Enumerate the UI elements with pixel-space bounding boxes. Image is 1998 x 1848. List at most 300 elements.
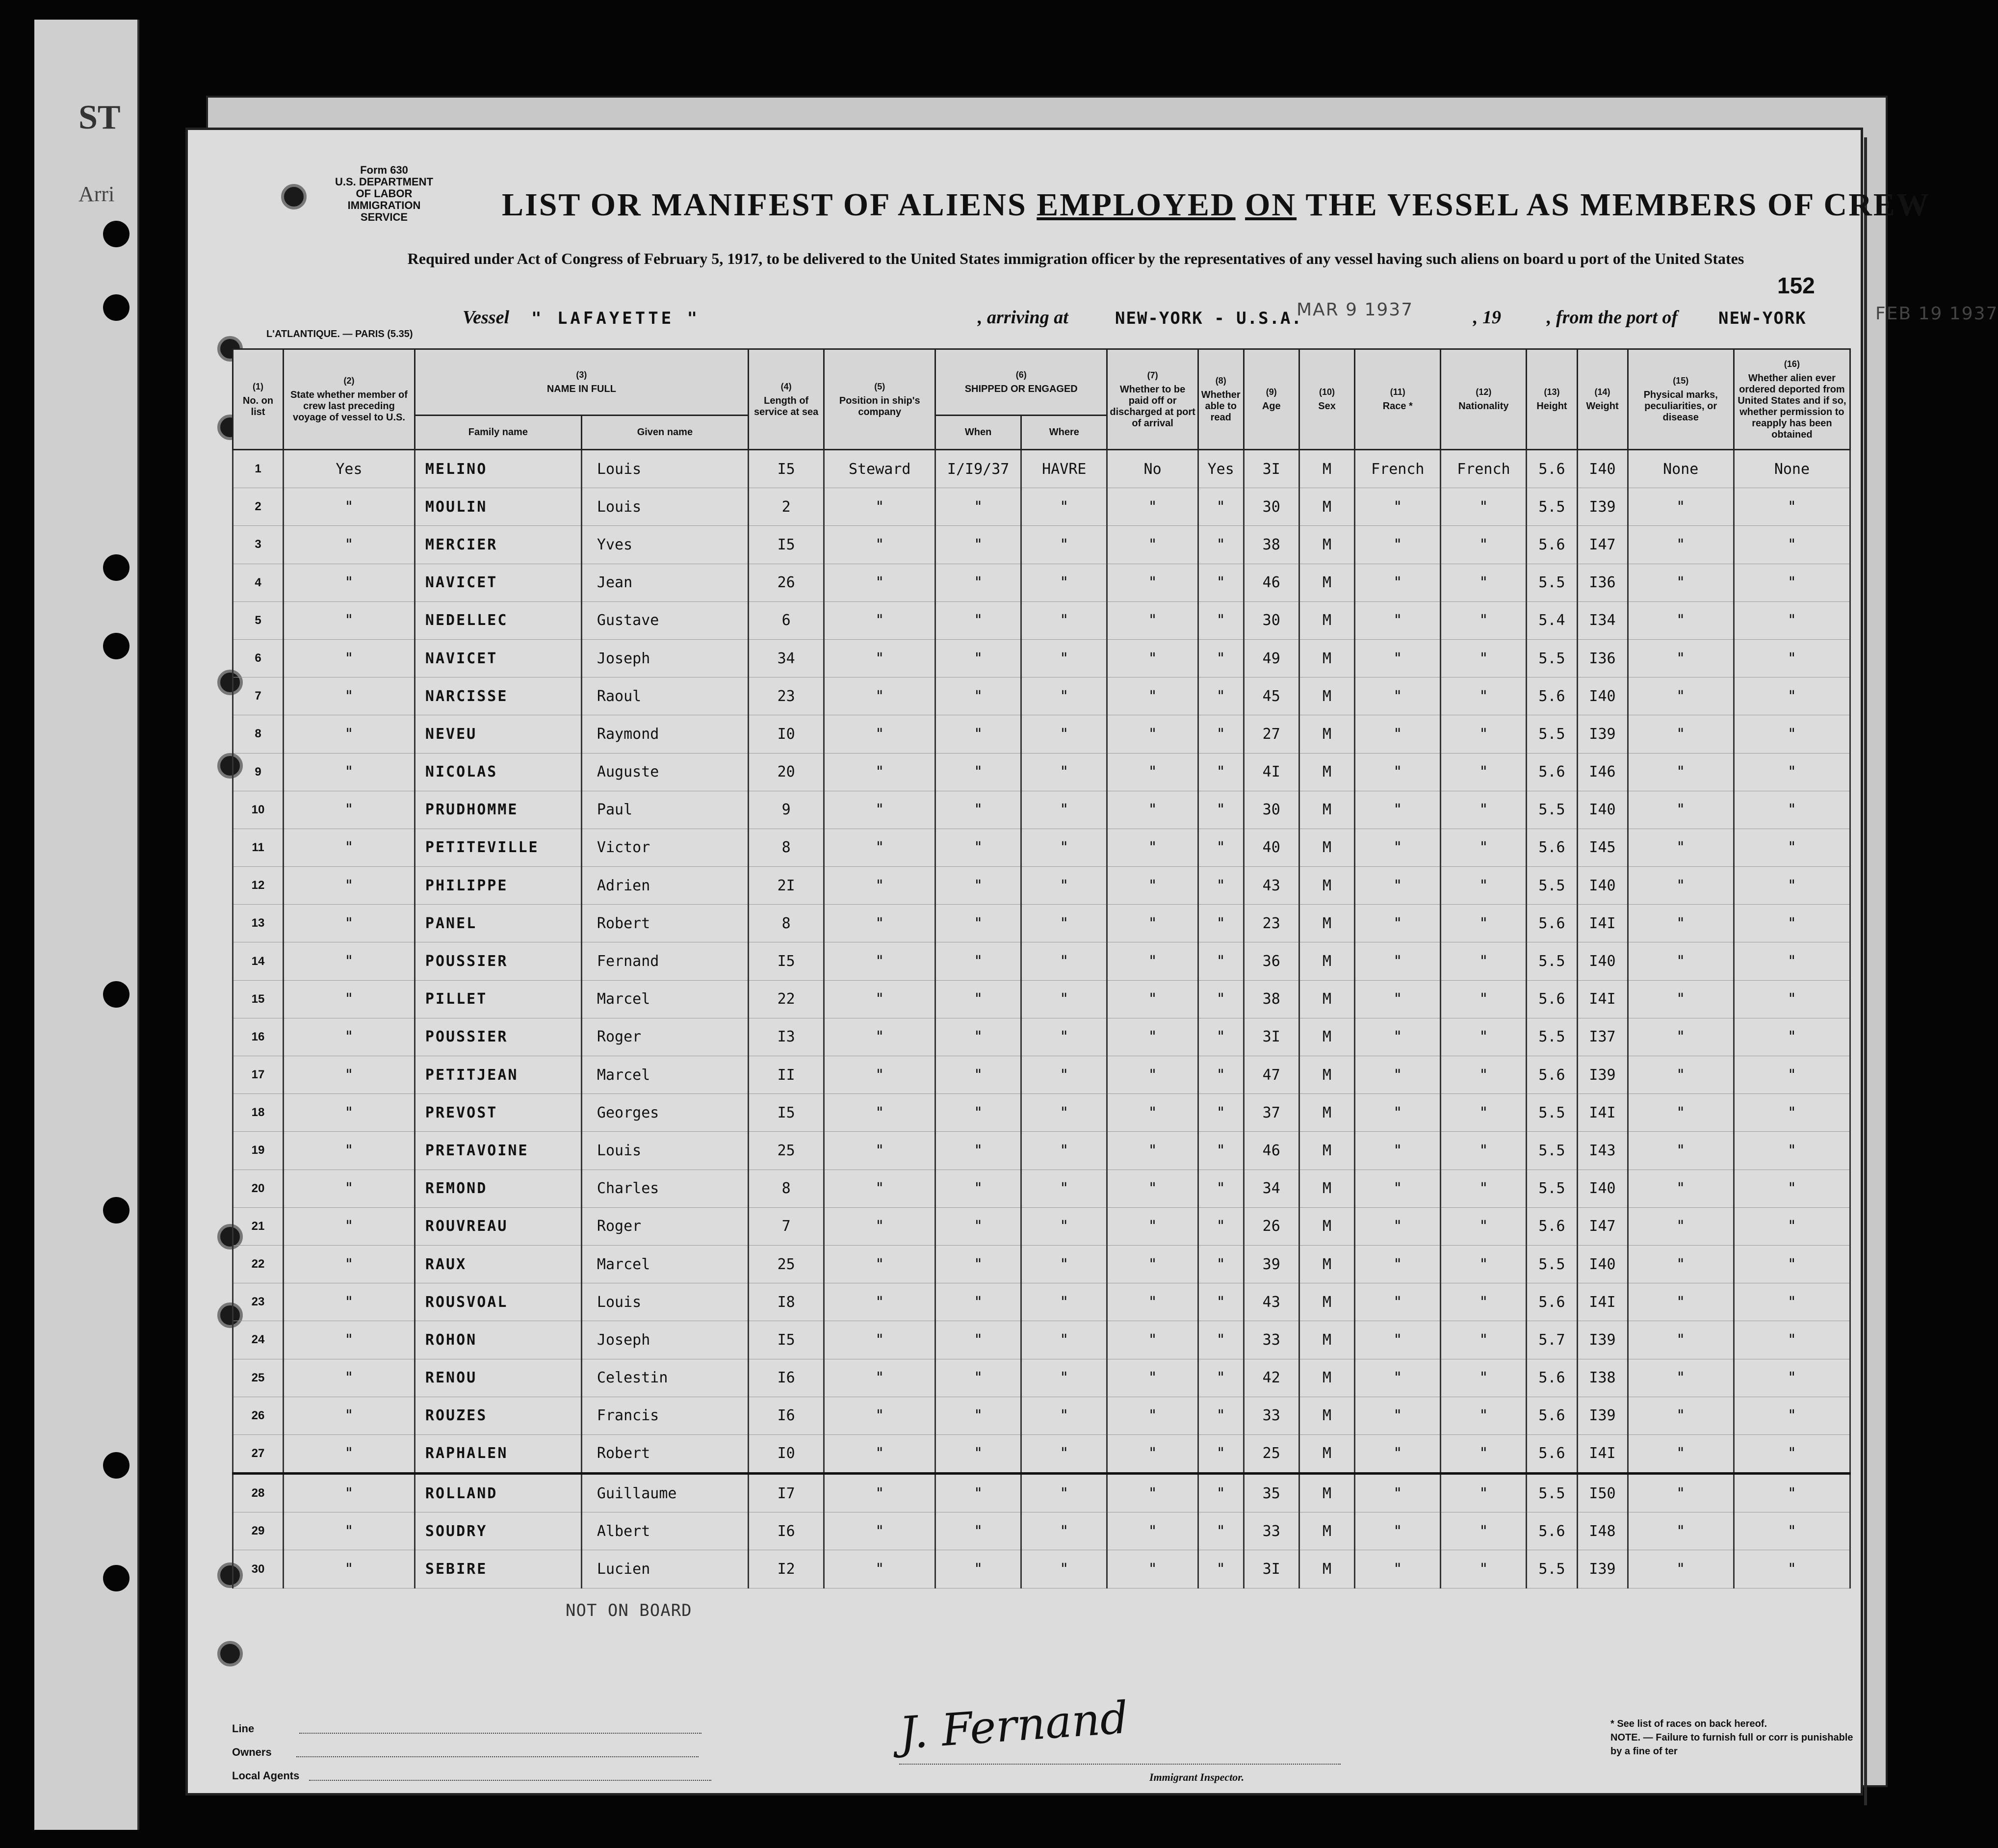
cell-sex: M xyxy=(1299,1170,1354,1207)
cell-race: " xyxy=(1355,867,1441,905)
cell-shipped-when: " xyxy=(935,1512,1021,1550)
cell-sex: M xyxy=(1299,639,1354,677)
cell-deported: " xyxy=(1734,829,1850,866)
cell-weight: I4I xyxy=(1577,905,1628,942)
arriving-label: , arriving at xyxy=(978,307,1068,328)
year-label: , 19 xyxy=(1473,307,1501,328)
cell-physical-marks: " xyxy=(1628,1474,1734,1512)
cell-shipped-when: " xyxy=(935,942,1021,980)
cell-race: " xyxy=(1355,1170,1441,1207)
cell-physical-marks: " xyxy=(1628,829,1734,866)
cell-paid-off: " xyxy=(1107,488,1198,526)
cell-able-to-read: " xyxy=(1198,1170,1244,1207)
printer-imprint: L'ATLANTIQUE. — PARIS (5.35) xyxy=(266,329,413,339)
cell-able-to-read: " xyxy=(1198,1359,1244,1397)
cell-length-of-service: 9 xyxy=(748,791,824,829)
vessel-name: " LAFAYETTE " xyxy=(531,309,701,328)
cell-age: 43 xyxy=(1244,867,1299,905)
cell-length-of-service: I5 xyxy=(748,450,824,488)
cell-physical-marks: " xyxy=(1628,564,1734,601)
cell-deported: " xyxy=(1734,1512,1850,1550)
cell-physical-marks: " xyxy=(1628,1512,1734,1550)
cell-deported: " xyxy=(1734,1018,1850,1056)
cell-prev-voyage: " xyxy=(284,1132,415,1170)
cell-nationality: " xyxy=(1441,753,1527,791)
cell-sex: M xyxy=(1299,980,1354,1018)
form-number: Form 630 xyxy=(360,164,408,176)
cell-position: " xyxy=(824,1359,935,1397)
cell-row-number: 7 xyxy=(233,677,284,715)
cell-family-name: ROUVREAU xyxy=(415,1207,581,1245)
cell-position: " xyxy=(824,942,935,980)
cell-able-to-read: " xyxy=(1198,715,1244,753)
cell-position: " xyxy=(824,791,935,829)
cell-age: 42 xyxy=(1244,1359,1299,1397)
cell-height: 5.6 xyxy=(1527,1359,1577,1397)
cell-weight: I40 xyxy=(1577,942,1628,980)
cell-height: 5.5 xyxy=(1527,791,1577,829)
punch-hole xyxy=(103,633,130,659)
cell-weight: I4I xyxy=(1577,1434,1628,1473)
cell-shipped-where: " xyxy=(1021,1512,1107,1550)
cell-shipped-where: " xyxy=(1021,715,1107,753)
cell-nationality: " xyxy=(1441,1321,1527,1359)
cell-nationality: " xyxy=(1441,715,1527,753)
cell-family-name: RENOU xyxy=(415,1359,581,1397)
table-row xyxy=(233,1018,1850,1056)
cell-row-number: 11 xyxy=(233,829,284,866)
table-row xyxy=(233,1321,1850,1359)
cell-deported: " xyxy=(1734,1170,1850,1207)
cell-shipped-where: " xyxy=(1021,1474,1107,1512)
cell-weight: I40 xyxy=(1577,791,1628,829)
cell-height: 5.6 xyxy=(1527,526,1577,564)
cell-shipped-when: " xyxy=(935,1434,1021,1473)
cell-row-number: 4 xyxy=(233,564,284,601)
cell-shipped-when: " xyxy=(935,1207,1021,1245)
punch-hole xyxy=(103,1452,130,1479)
cell-sex: M xyxy=(1299,1321,1354,1359)
cell-race: " xyxy=(1355,1132,1441,1170)
table-row xyxy=(233,753,1850,791)
cell-prev-voyage: " xyxy=(284,1245,415,1283)
cell-position: " xyxy=(824,1245,935,1283)
cell-shipped-when: " xyxy=(935,1474,1021,1512)
cell-family-name: RAUX xyxy=(415,1245,581,1283)
manifest-rows xyxy=(233,450,1850,1588)
cell-sex: M xyxy=(1299,753,1354,791)
cell-deported: " xyxy=(1734,1245,1850,1283)
table-row xyxy=(233,526,1850,564)
cell-age: 33 xyxy=(1244,1512,1299,1550)
cell-race: " xyxy=(1355,1474,1441,1512)
cell-height: 5.5 xyxy=(1527,1245,1577,1283)
cell-deported: " xyxy=(1734,791,1850,829)
cell-physical-marks: " xyxy=(1628,791,1734,829)
cell-given-name: Victor xyxy=(581,829,748,866)
cell-row-number: 23 xyxy=(233,1283,284,1321)
cell-nationality: " xyxy=(1441,1474,1527,1512)
cell-shipped-where: " xyxy=(1021,1207,1107,1245)
cell-weight: I50 xyxy=(1577,1474,1628,1512)
cell-physical-marks: " xyxy=(1628,1018,1734,1056)
cell-prev-voyage: " xyxy=(284,1359,415,1397)
cell-position: " xyxy=(824,1321,935,1359)
cell-nationality: " xyxy=(1441,601,1527,639)
cell-family-name: ROUSVOAL xyxy=(415,1283,581,1321)
cell-family-name: SEBIRE xyxy=(415,1550,581,1588)
cell-weight: I39 xyxy=(1577,715,1628,753)
cell-sex: M xyxy=(1299,1283,1354,1321)
cell-given-name: Robert xyxy=(581,905,748,942)
cell-shipped-when: " xyxy=(935,639,1021,677)
cell-shipped-where: " xyxy=(1021,829,1107,866)
cell-length-of-service: I7 xyxy=(748,1474,824,1512)
department: U.S. DEPARTMENT OF LABOR xyxy=(335,176,434,200)
cell-paid-off: " xyxy=(1107,1094,1198,1132)
punch-hole xyxy=(103,1565,130,1591)
cell-shipped-when: I/I9/37 xyxy=(935,450,1021,488)
cell-prev-voyage: " xyxy=(284,601,415,639)
cell-shipped-where: " xyxy=(1021,677,1107,715)
cell-given-name: Celestin xyxy=(581,1359,748,1397)
cell-shipped-where: " xyxy=(1021,1397,1107,1434)
cell-nationality: " xyxy=(1441,1512,1527,1550)
cell-shipped-where: " xyxy=(1021,1359,1107,1397)
cell-prev-voyage: " xyxy=(284,1283,415,1321)
cell-deported: " xyxy=(1734,1550,1850,1588)
cell-weight: I40 xyxy=(1577,677,1628,715)
cell-shipped-when: " xyxy=(935,791,1021,829)
cell-race: " xyxy=(1355,1245,1441,1283)
cell-able-to-read: " xyxy=(1198,942,1244,980)
cell-row-number: 21 xyxy=(233,1207,284,1245)
cell-family-name: PREVOST xyxy=(415,1094,581,1132)
cell-able-to-read: " xyxy=(1198,905,1244,942)
cell-given-name: Jean xyxy=(581,564,748,601)
cell-position: " xyxy=(824,639,935,677)
cell-row-number: 24 xyxy=(233,1321,284,1359)
table-row xyxy=(233,601,1850,639)
cell-family-name: MOULIN xyxy=(415,488,581,526)
cell-sex: M xyxy=(1299,1132,1354,1170)
cell-sex: M xyxy=(1299,1550,1354,1588)
cell-nationality: " xyxy=(1441,1170,1527,1207)
table-row xyxy=(233,942,1850,980)
cell-physical-marks: " xyxy=(1628,1359,1734,1397)
table-row xyxy=(233,715,1850,753)
cell-prev-voyage: " xyxy=(284,942,415,980)
cell-able-to-read: " xyxy=(1198,1018,1244,1056)
cell-family-name: PANEL xyxy=(415,905,581,942)
cell-position: " xyxy=(824,1018,935,1056)
cell-race: " xyxy=(1355,1434,1441,1473)
cell-able-to-read: " xyxy=(1198,1245,1244,1283)
cell-row-number: 22 xyxy=(233,1245,284,1283)
header-given-name: Given name xyxy=(581,416,748,450)
cell-prev-voyage: " xyxy=(284,1397,415,1434)
cell-shipped-where: " xyxy=(1021,1321,1107,1359)
cell-shipped-where: " xyxy=(1021,753,1107,791)
cell-shipped-when: " xyxy=(935,1397,1021,1434)
cell-shipped-when: " xyxy=(935,753,1021,791)
cell-height: 5.5 xyxy=(1527,1018,1577,1056)
cell-deported: " xyxy=(1734,1474,1850,1512)
cell-height: 5.5 xyxy=(1527,564,1577,601)
cell-family-name: PETITJEAN xyxy=(415,1056,581,1094)
title-part-1: LIST OR MANIFEST OF ALIENS xyxy=(502,187,1027,223)
header-sex: (10) Sex xyxy=(1299,349,1354,450)
cell-length-of-service: I0 xyxy=(748,1434,824,1473)
cell-weight: I39 xyxy=(1577,1397,1628,1434)
cell-shipped-where: " xyxy=(1021,488,1107,526)
cell-prev-voyage: " xyxy=(284,639,415,677)
cell-row-number: 1 xyxy=(233,450,284,488)
cell-row-number: 30 xyxy=(233,1550,284,1588)
cell-able-to-read: Yes xyxy=(1198,450,1244,488)
cell-nationality: " xyxy=(1441,677,1527,715)
cell-nationality: " xyxy=(1441,1094,1527,1132)
header-position: (5) Position in ship's company xyxy=(824,349,935,450)
cell-race: " xyxy=(1355,601,1441,639)
cell-paid-off: No xyxy=(1107,450,1198,488)
fine-note: NOTE. — Failure to furnish full or corr is punishable by a fine of ter xyxy=(1610,1732,1853,1757)
strip-text-2: Arri xyxy=(78,182,115,206)
table-row xyxy=(233,1474,1850,1512)
cell-position: " xyxy=(824,1550,935,1588)
cell-paid-off: " xyxy=(1107,1434,1198,1473)
cell-shipped-when: " xyxy=(935,867,1021,905)
cell-able-to-read: " xyxy=(1198,488,1244,526)
cell-paid-off: " xyxy=(1107,867,1198,905)
cell-sex: M xyxy=(1299,1474,1354,1512)
not-on-board-annotation: NOT ON BOARD xyxy=(566,1601,692,1620)
cell-race: " xyxy=(1355,1056,1441,1094)
cell-able-to-read: " xyxy=(1198,677,1244,715)
cell-prev-voyage: " xyxy=(284,1170,415,1207)
cell-deported: " xyxy=(1734,980,1850,1018)
cell-given-name: Auguste xyxy=(581,753,748,791)
cell-shipped-where: " xyxy=(1021,1245,1107,1283)
cell-race: " xyxy=(1355,1207,1441,1245)
cell-given-name: Lucien xyxy=(581,1550,748,1588)
cell-prev-voyage: " xyxy=(284,1474,415,1512)
table-row xyxy=(233,488,1850,526)
cell-able-to-read: " xyxy=(1198,1474,1244,1512)
cell-paid-off: " xyxy=(1107,980,1198,1018)
cell-able-to-read: " xyxy=(1198,1434,1244,1473)
cell-age: 27 xyxy=(1244,715,1299,753)
cell-sex: M xyxy=(1299,488,1354,526)
cell-deported: " xyxy=(1734,677,1850,715)
cell-paid-off: " xyxy=(1107,639,1198,677)
cell-given-name: Adrien xyxy=(581,867,748,905)
cell-paid-off: " xyxy=(1107,1245,1198,1283)
cell-paid-off: " xyxy=(1107,1056,1198,1094)
table-row xyxy=(233,1359,1850,1397)
cell-nationality: " xyxy=(1441,1018,1527,1056)
cell-paid-off: " xyxy=(1107,1474,1198,1512)
cell-height: 5.5 xyxy=(1527,1474,1577,1512)
page-title xyxy=(502,186,1930,224)
cell-nationality: " xyxy=(1441,1359,1527,1397)
cell-age: 43 xyxy=(1244,1283,1299,1321)
cell-sex: M xyxy=(1299,715,1354,753)
cell-race: " xyxy=(1355,753,1441,791)
cell-shipped-where: " xyxy=(1021,942,1107,980)
cell-paid-off: " xyxy=(1107,1397,1198,1434)
cell-given-name: Joseph xyxy=(581,1321,748,1359)
cell-sex: M xyxy=(1299,905,1354,942)
cell-physical-marks: " xyxy=(1628,526,1734,564)
cell-prev-voyage: " xyxy=(284,677,415,715)
cell-position: " xyxy=(824,1132,935,1170)
cell-nationality: " xyxy=(1441,526,1527,564)
cell-family-name: NARCISSE xyxy=(415,677,581,715)
cell-length-of-service: I5 xyxy=(748,942,824,980)
header-name: (3) NAME IN FULL xyxy=(415,349,748,416)
cell-height: 5.6 xyxy=(1527,1283,1577,1321)
cell-paid-off: " xyxy=(1107,829,1198,866)
table-row xyxy=(233,1512,1850,1550)
cell-given-name: Roger xyxy=(581,1018,748,1056)
cell-family-name: NICOLAS xyxy=(415,753,581,791)
cell-paid-off: " xyxy=(1107,715,1198,753)
table-row xyxy=(233,1434,1850,1473)
cell-given-name: Fernand xyxy=(581,942,748,980)
cell-sex: M xyxy=(1299,601,1354,639)
cell-family-name: MELINO xyxy=(415,450,581,488)
table-row xyxy=(233,1170,1850,1207)
cell-shipped-where: " xyxy=(1021,564,1107,601)
cell-physical-marks: " xyxy=(1628,488,1734,526)
cell-given-name: Robert xyxy=(581,1434,748,1473)
header-race: (11) Race * xyxy=(1355,349,1441,450)
cell-deported: " xyxy=(1734,1434,1850,1473)
cell-given-name: Louis xyxy=(581,1132,748,1170)
cell-sex: M xyxy=(1299,1359,1354,1397)
cell-row-number: 28 xyxy=(233,1474,284,1512)
cell-length-of-service: I5 xyxy=(748,526,824,564)
cell-paid-off: " xyxy=(1107,1132,1198,1170)
cell-weight: I43 xyxy=(1577,1132,1628,1170)
cell-position: " xyxy=(824,1207,935,1245)
cell-given-name: Louis xyxy=(581,1283,748,1321)
sheet-edge xyxy=(1864,137,1867,1805)
cell-length-of-service: I6 xyxy=(748,1397,824,1434)
cell-position: " xyxy=(824,1474,935,1512)
cell-age: 46 xyxy=(1244,564,1299,601)
cell-deported: " xyxy=(1734,905,1850,942)
cell-height: 5.6 xyxy=(1527,980,1577,1018)
cell-shipped-when: " xyxy=(935,1321,1021,1359)
cell-position: " xyxy=(824,829,935,866)
cell-weight: I47 xyxy=(1577,1207,1628,1245)
cell-age: 3I xyxy=(1244,450,1299,488)
cell-row-number: 19 xyxy=(233,1132,284,1170)
cell-age: 38 xyxy=(1244,526,1299,564)
cell-weight: I36 xyxy=(1577,564,1628,601)
cell-family-name: NEVEU xyxy=(415,715,581,753)
cell-age: 38 xyxy=(1244,980,1299,1018)
table-row xyxy=(233,1283,1850,1321)
cell-height: 5.5 xyxy=(1527,1094,1577,1132)
cell-able-to-read: " xyxy=(1198,753,1244,791)
cell-deported: " xyxy=(1734,564,1850,601)
cell-sex: M xyxy=(1299,1094,1354,1132)
cell-position: Steward xyxy=(824,450,935,488)
cell-sex: M xyxy=(1299,1056,1354,1094)
cell-nationality: " xyxy=(1441,1056,1527,1094)
cell-shipped-when: " xyxy=(935,905,1021,942)
cell-physical-marks: None xyxy=(1628,450,1734,488)
cell-prev-voyage: " xyxy=(284,564,415,601)
cell-row-number: 15 xyxy=(233,980,284,1018)
cell-weight: I34 xyxy=(1577,601,1628,639)
cell-able-to-read: " xyxy=(1198,1550,1244,1588)
punch-hole xyxy=(281,184,307,209)
cell-length-of-service: I0 xyxy=(748,715,824,753)
cell-given-name: Yves xyxy=(581,526,748,564)
cell-family-name: PRETAVOINE xyxy=(415,1132,581,1170)
cell-race: " xyxy=(1355,677,1441,715)
punch-hole xyxy=(103,554,130,581)
departure-stamp: FEB 19 1937 xyxy=(1875,304,1998,324)
cell-deported: " xyxy=(1734,526,1850,564)
cell-family-name: ROHON xyxy=(415,1321,581,1359)
table-row xyxy=(233,1550,1850,1588)
strip-text: ST xyxy=(78,99,121,136)
cell-age: 33 xyxy=(1244,1397,1299,1434)
cell-deported: " xyxy=(1734,1359,1850,1397)
cell-weight: I4I xyxy=(1577,1094,1628,1132)
cell-shipped-where: " xyxy=(1021,1018,1107,1056)
cell-deported: " xyxy=(1734,1321,1850,1359)
title-employed: EMPLOYED xyxy=(1037,187,1236,223)
cell-length-of-service: 2I xyxy=(748,867,824,905)
cell-weight: I36 xyxy=(1577,639,1628,677)
cell-physical-marks: " xyxy=(1628,980,1734,1018)
cell-row-number: 17 xyxy=(233,1056,284,1094)
cell-nationality: " xyxy=(1441,867,1527,905)
cell-race: " xyxy=(1355,526,1441,564)
cell-physical-marks: " xyxy=(1628,639,1734,677)
cell-deported: None xyxy=(1734,450,1850,488)
table-row xyxy=(233,980,1850,1018)
cell-shipped-where: " xyxy=(1021,905,1107,942)
cell-length-of-service: I2 xyxy=(748,1550,824,1588)
header-prev-voyage: (2) State whether member of crew last preceding voyage of vessel to U.S. xyxy=(284,349,415,450)
table-row xyxy=(233,1056,1850,1094)
cell-physical-marks: " xyxy=(1628,1397,1734,1434)
vessel-label: Vessel xyxy=(463,307,509,328)
cell-weight: I46 xyxy=(1577,753,1628,791)
cell-position: " xyxy=(824,1434,935,1473)
cell-weight: I39 xyxy=(1577,488,1628,526)
cell-height: 5.5 xyxy=(1527,867,1577,905)
table-row xyxy=(233,867,1850,905)
cell-row-number: 14 xyxy=(233,942,284,980)
punch-hole xyxy=(103,1197,130,1223)
cell-height: 5.6 xyxy=(1527,829,1577,866)
cell-physical-marks: " xyxy=(1628,867,1734,905)
punch-hole xyxy=(103,294,130,321)
cell-shipped-where: " xyxy=(1021,980,1107,1018)
cell-given-name: Joseph xyxy=(581,639,748,677)
cell-row-number: 8 xyxy=(233,715,284,753)
cell-shipped-when: " xyxy=(935,1550,1021,1588)
cell-sex: M xyxy=(1299,829,1354,866)
